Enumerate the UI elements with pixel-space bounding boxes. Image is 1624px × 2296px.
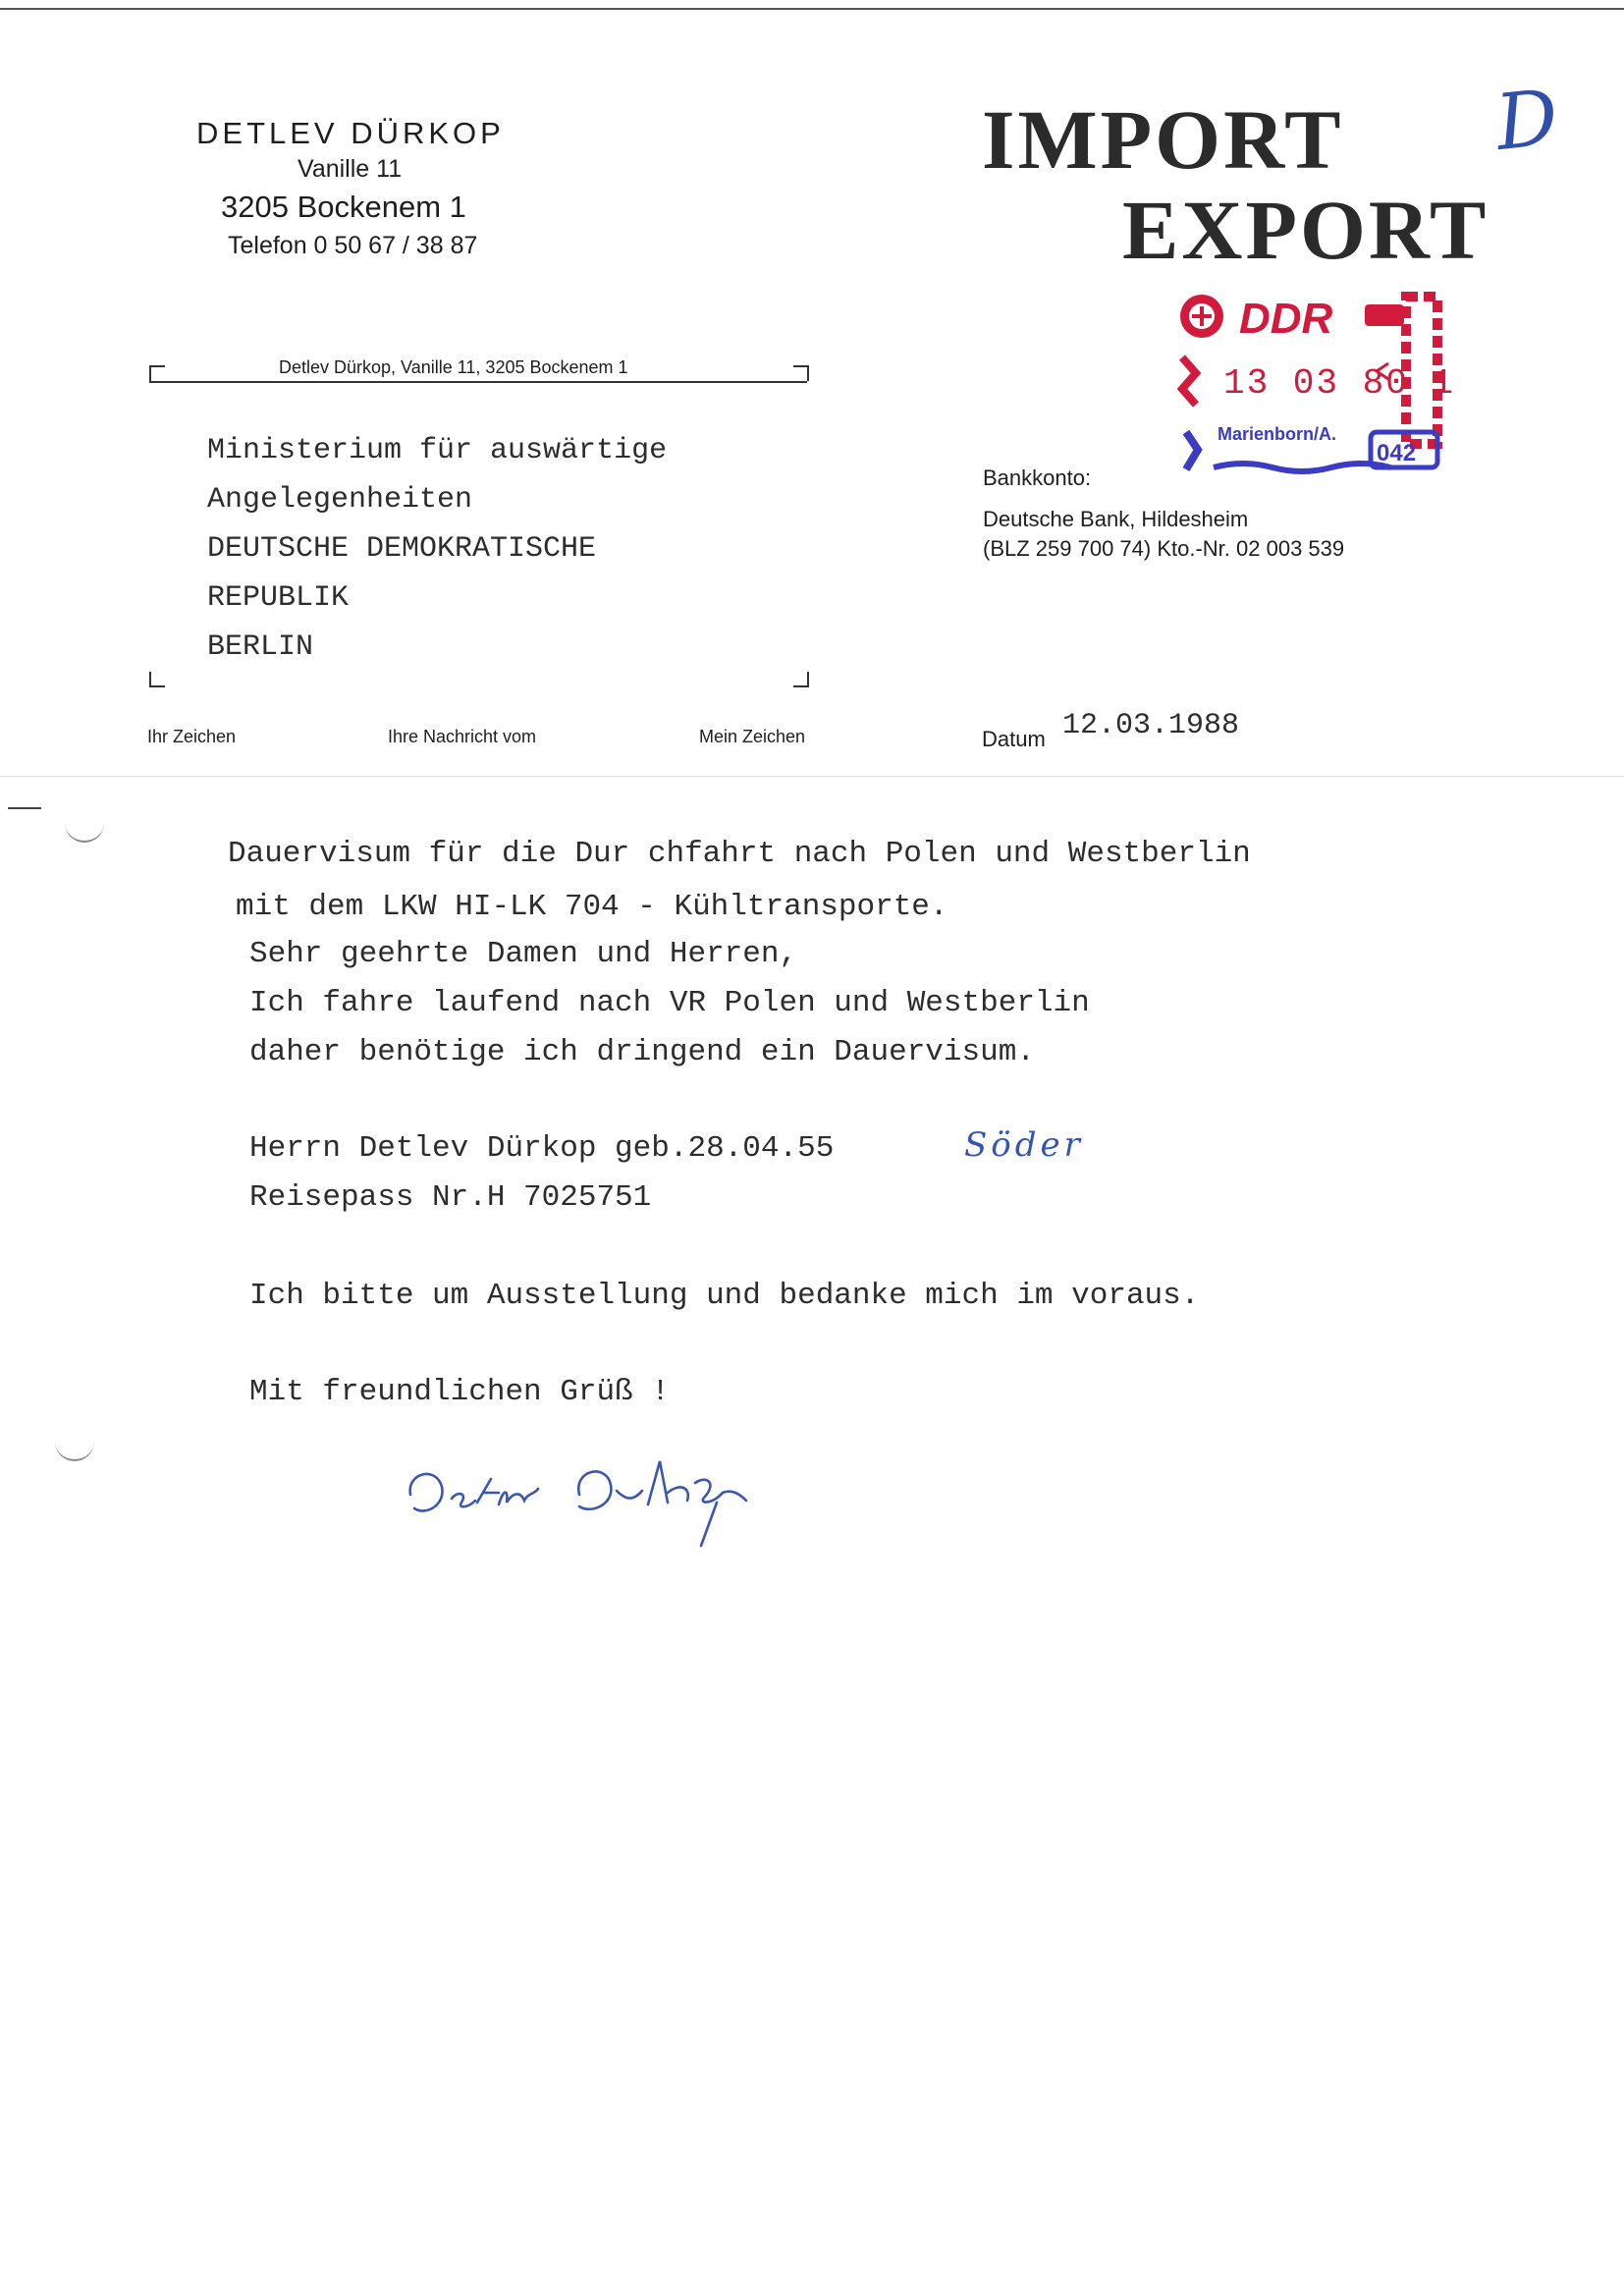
punch-hole-mark <box>55 1442 94 1461</box>
letter-date: 12.03.1988 <box>1062 709 1240 742</box>
sender-phone: Telefon 0 50 67 / 38 87 <box>228 232 478 259</box>
stamp-country: DDR <box>1239 295 1333 343</box>
subject-line-2: mit dem LKW HI-LK 704 - Kühltransporte. <box>236 890 948 924</box>
recipient-line: BERLIN <box>207 630 314 664</box>
bank-account-numbers: (BLZ 259 700 74) Kto.-Nr. 02 003 539 <box>983 536 1345 561</box>
punch-hole-mark <box>65 823 104 843</box>
ref-ihr-zeichen: Ihr Zeichen <box>147 727 237 746</box>
handwritten-note: Söder <box>964 1125 1084 1165</box>
fold-rule <box>0 776 1624 777</box>
return-address: Detlev Dürkop, Vanille 11, 3205 Bockenem 1 <box>279 357 628 377</box>
handwritten-mark: D <box>1491 73 1563 169</box>
sender-city: 3205 Bockenem 1 <box>221 190 466 224</box>
passport-number: Reisepass Nr.H 7025751 <box>249 1180 652 1215</box>
body-line: daher benötige ich dringend ein Dauervisum. <box>249 1035 1035 1069</box>
recipient-line: Ministerium für auswärtige <box>207 434 668 467</box>
window-corner-mark <box>149 365 165 381</box>
stamp-date: 13 03 80 1 <box>1223 363 1456 404</box>
stamp-place: Marienborn/A. <box>1218 424 1337 444</box>
ref-ihre-nachricht: Ihre Nachricht vom <box>388 727 537 746</box>
recipient-line: REPUBLIK <box>207 581 350 615</box>
stamp-code: 042 <box>1377 440 1417 466</box>
handwritten-signature <box>397 1444 780 1552</box>
bank-label: Bankkonto: <box>983 465 1092 490</box>
sender-name: DETLEV DÜRKOP <box>196 116 505 150</box>
ref-mein-zeichen: Mein Zeichen <box>699 727 806 746</box>
request-line: Ich bitte um Ausstellung und bedanke mich im voraus. <box>249 1279 1200 1313</box>
brand-export: EXPORT <box>1122 183 1489 277</box>
window-corner-mark <box>793 365 809 381</box>
window-corner-mark <box>149 672 165 687</box>
body-line: Ich fahre laufend nach VR Polen und Westberlin <box>249 986 1090 1020</box>
bank-name: Deutsche Bank, Hildesheim <box>983 507 1249 531</box>
sender-street: Vanille 11 <box>298 155 403 183</box>
ref-datum-label: Datum <box>982 727 1046 751</box>
closing: Mit freundlichen Grüß ! <box>249 1375 670 1409</box>
recipient-line: DEUTSCHE DEMOKRATISCHE <box>207 532 597 566</box>
recipient-line: Angelegenheiten <box>207 483 473 517</box>
window-corner-mark <box>793 672 809 687</box>
person-details: Herrn Detlev Dürkop geb.28.04.55 <box>249 1131 835 1166</box>
salutation: Sehr geehrte Damen und Herren, <box>249 937 798 971</box>
return-address-rule <box>149 381 807 383</box>
fold-mark <box>8 807 41 809</box>
brand-import: IMPORT <box>982 92 1344 187</box>
truck-icon <box>1365 304 1404 326</box>
subject-line-1: Dauervisum für die Dur chfahrt nach Polen und Westberlin <box>228 837 1251 871</box>
top-edge-rule <box>0 8 1624 10</box>
